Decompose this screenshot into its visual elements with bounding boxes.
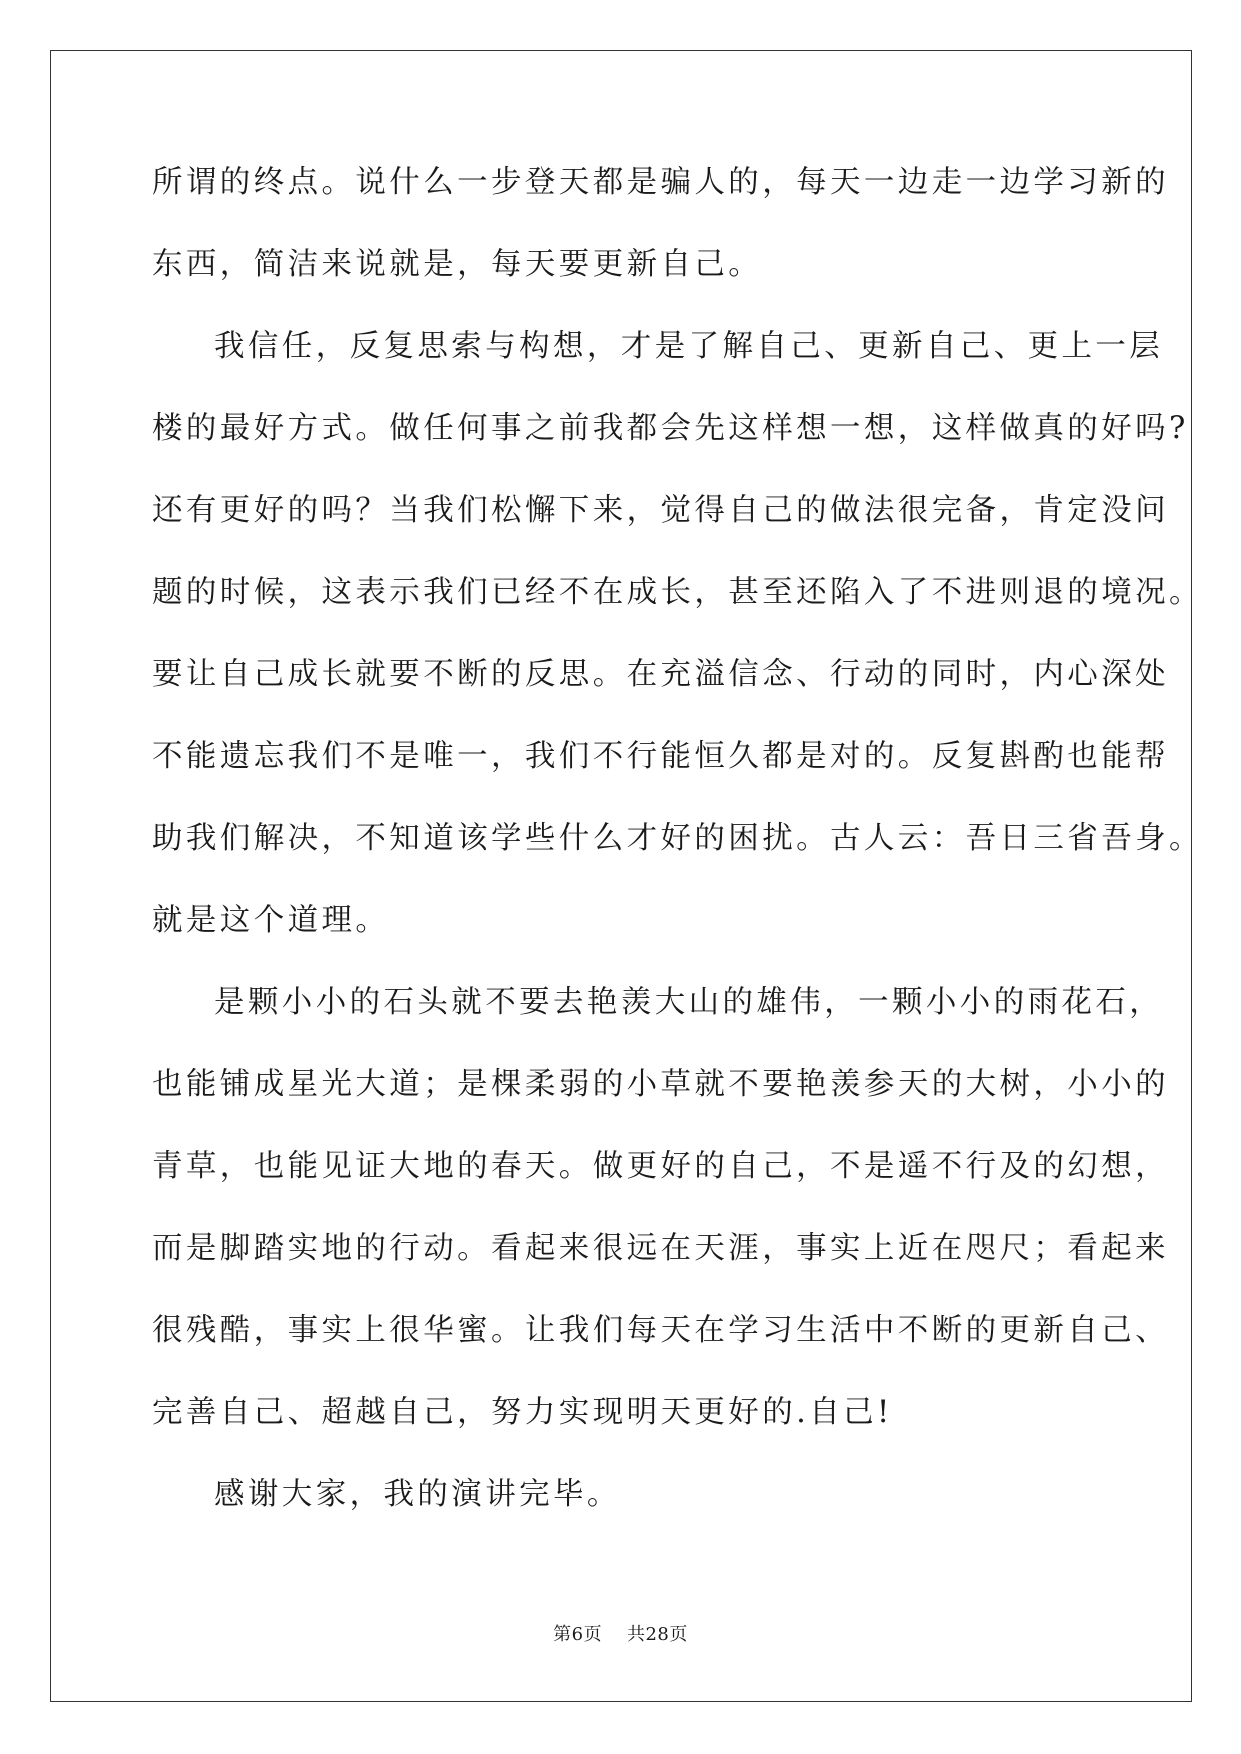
- text-line: 不能遗忘我们不是唯一，我们不行能恒久都是对的。反复斟酌也能帮: [152, 739, 1169, 774]
- text-line: 还有更好的吗？当我们松懈下来，觉得自己的做法很完备，肯定没问: [152, 493, 1169, 528]
- text-line: 东西，简洁来说就是，每天要更新自己。: [152, 247, 763, 282]
- text-line: 也能铺成星光大道；是棵柔弱的小草就不要艳羡参天的大树，小小的: [152, 1067, 1169, 1102]
- page-number-label: 第6页 共28页: [553, 1624, 688, 1645]
- text-line: 要让自己成长就要不断的反思。在充溢信念、行动的同时，内心深处: [152, 657, 1169, 692]
- text-line: 就是这个道理。: [152, 903, 390, 938]
- text-line: 是颗小小的石头就不要去艳羡大山的雄伟，一颗小小的雨花石，: [214, 985, 1164, 1020]
- page-number-footer: [0, 1620, 1241, 1646]
- text-line: 楼的最好方式。做任何事之前我都会先这样想一想，这样做真的好吗?: [152, 411, 1189, 446]
- text-line: 很残酷，事实上很华蜜。让我们每天在学习生活中不断的更新自己、: [152, 1313, 1169, 1348]
- text-line: 所谓的终点。说什么一步登天都是骗人的，每天一边走一边学习新的: [152, 165, 1169, 200]
- document-body: [152, 158, 1203, 1552]
- text-line: 题的时候，这表示我们已经不在成长，甚至还陷入了不进则退的境况。: [152, 575, 1203, 610]
- text-line: 我信任，反复思索与构想，才是了解自己、更新自己、更上一层: [214, 329, 1164, 364]
- text-line: 而是脚踏实地的行动。看起来很远在天涯，事实上近在咫尺；看起来: [152, 1231, 1169, 1266]
- text-line: 完善自己、超越自己，努力实现明天更好的.自己!: [152, 1395, 893, 1430]
- text-line: 青草，也能见证大地的春天。做更好的自己，不是遥不行及的幻想，: [152, 1149, 1169, 1184]
- text-line: 感谢大家，我的演讲完毕。: [214, 1477, 621, 1512]
- text-line: 助我们解决，不知道该学些什么才好的困扰。古人云：吾日三省吾身。: [152, 821, 1203, 856]
